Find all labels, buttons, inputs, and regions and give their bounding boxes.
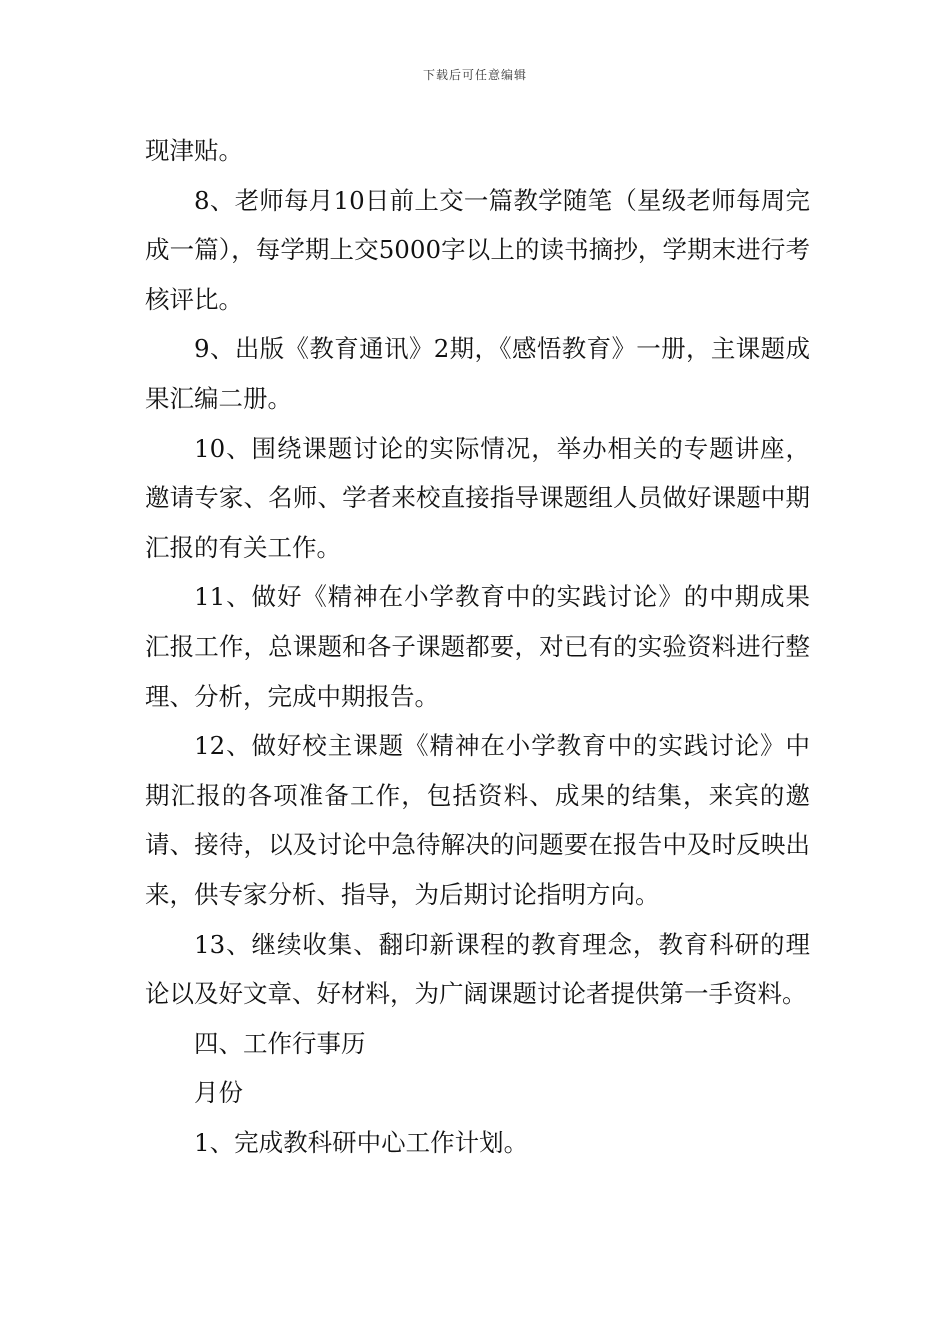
section-heading: 四、工作行事历 — [194, 1028, 366, 1058]
paragraph-item-12: 12、做好校主课题《精神在小学教育中的实践讨论》中期汇报的各项准备工作，包括资料、成果的结集，来宾的邀请、接待，以及讨论中急待解决的问题要在报告中及时反映出来，供专家分析、指导，为后期讨论指明方向。 — [145, 731, 810, 909]
month-label: 月份 — [194, 1078, 243, 1108]
paragraph-continuation: 现津贴。 — [145, 136, 243, 165]
paragraph-item-10: 10、围绕课题讨论的实际情况，举办相关的专题讲座，邀请专家、名师、学者来校直接指导课题组人员做好课题中期汇报的有关工作。 — [145, 433, 810, 562]
paragraph-item-9: 9、出版《教育通讯》2期，《感悟教育》一册，主课题成果汇编二册。 — [145, 334, 810, 413]
schedule-item-1: 1、完成教科研中心工作计划。 — [194, 1127, 529, 1157]
paragraph-item-8: 8、老师每月10日前上交一篇教学随笔（星级老师每周完成一篇），每学期上交5000字以上的读书摘抄，学期末进行考核评比。 — [145, 185, 810, 314]
paragraph-item-13: 13、继续收集、翻印新课程的教育理念，教育科研的理论以及好文章、好材料，为广阔课题讨论者提供第一手资料。 — [145, 929, 810, 1009]
page-header: 下载后可任意编辑 — [422, 68, 527, 82]
paragraph-item-11: 11、做好《精神在小学教育中的实践讨论》的中期成果汇报工作，总课题和各子课题都要，对已有的实验资料进行整理、分析，完成中期报告。 — [145, 582, 810, 711]
document-body — [145, 126, 810, 1167]
